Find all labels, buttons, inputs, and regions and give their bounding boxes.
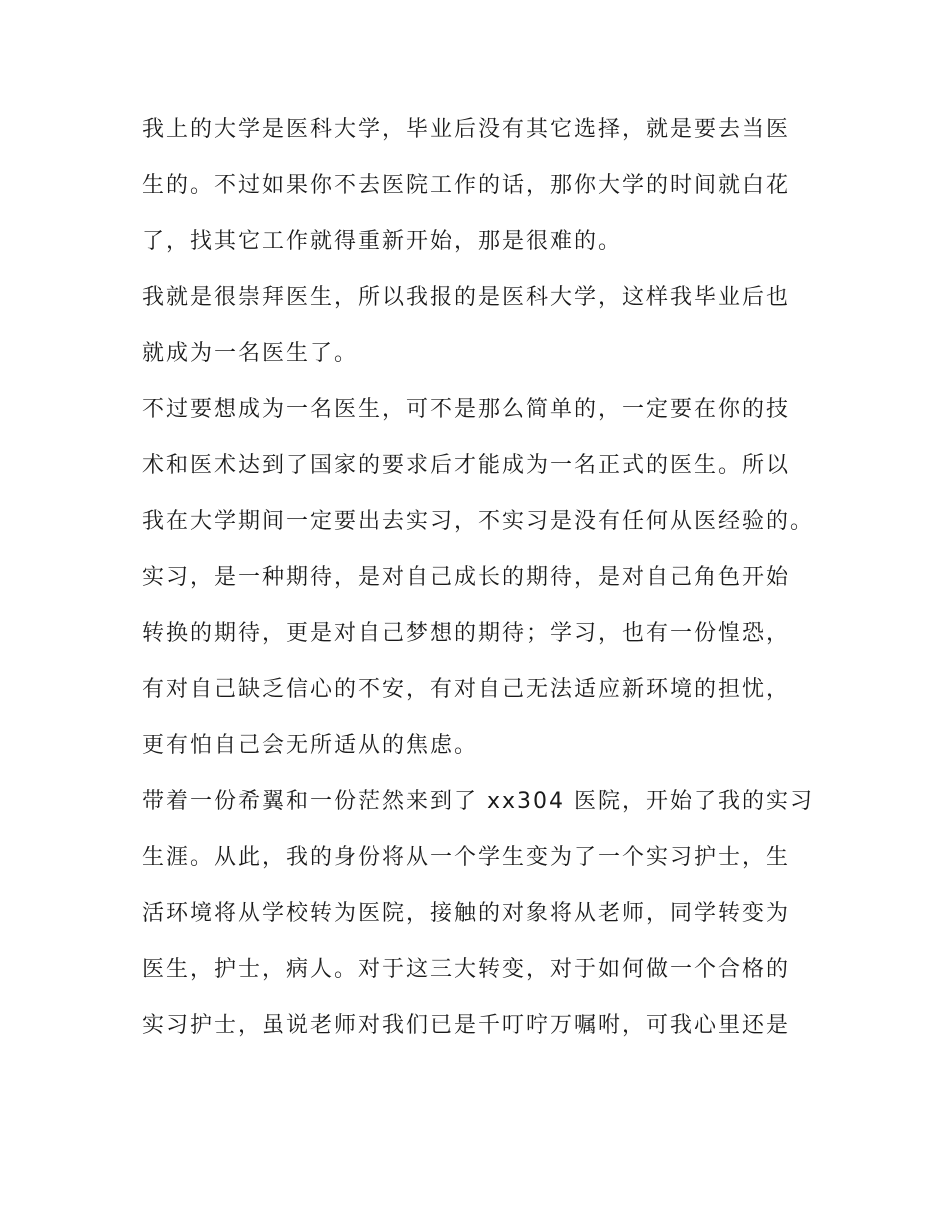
text-line-14: 生涯。从此，我的身份将从一个学生变为了一个实习护士，生 — [142, 845, 791, 870]
text-line-15: 活环境将从学校转为医院，接触的对象将从老师，同学转变为 — [142, 901, 791, 926]
text-line-11: 有对自己缺乏信心的不安，有对自己无法适应新环境的担忧， — [142, 677, 791, 702]
text-line-3: 了，找其它工作就得重新开始，那是很难的。 — [142, 229, 623, 254]
text-line-9: 实习，是一种期待，是对自己成长的期待，是对自己角色开始 — [142, 565, 791, 590]
text-line-2: 生的。不过如果你不去医院工作的话，那你大学的时间就白花 — [142, 173, 791, 198]
text-line-7: 术和医术达到了国家的要求后才能成为一名正式的医生。所以 — [142, 453, 791, 478]
text-line-5: 就成为一名医生了。 — [142, 341, 359, 366]
text-line-6: 不过要想成为一名医生，可不是那么简单的，一定要在你的技 — [142, 397, 791, 422]
text-line-16: 医生，护士，病人。对于这三大转变，对于如何做一个合格的 — [142, 957, 791, 982]
text-line-13: 带着一份希翼和一份茫然来到了 xx304 医院，开始了我的实习 — [142, 789, 815, 814]
text-line-17: 实习护士，虽说老师对我们已是千叮咛万嘱咐，可我心里还是 — [142, 1013, 791, 1038]
text-line-10: 转换的期待，更是对自己梦想的期待；学习，也有一份惶恐， — [142, 621, 791, 646]
text-line-12: 更有怕自己会无所适从的焦虑。 — [142, 733, 479, 758]
text-line-8: 我在大学期间一定要出去实习，不实习是没有任何从医经验的。 — [142, 509, 815, 534]
text-line-4: 我就是很崇拜医生，所以我报的是医科大学，这样我毕业后也 — [142, 285, 791, 310]
text-line-1: 我上的大学是医科大学，毕业后没有其它选择，就是要去当医 — [142, 117, 791, 142]
